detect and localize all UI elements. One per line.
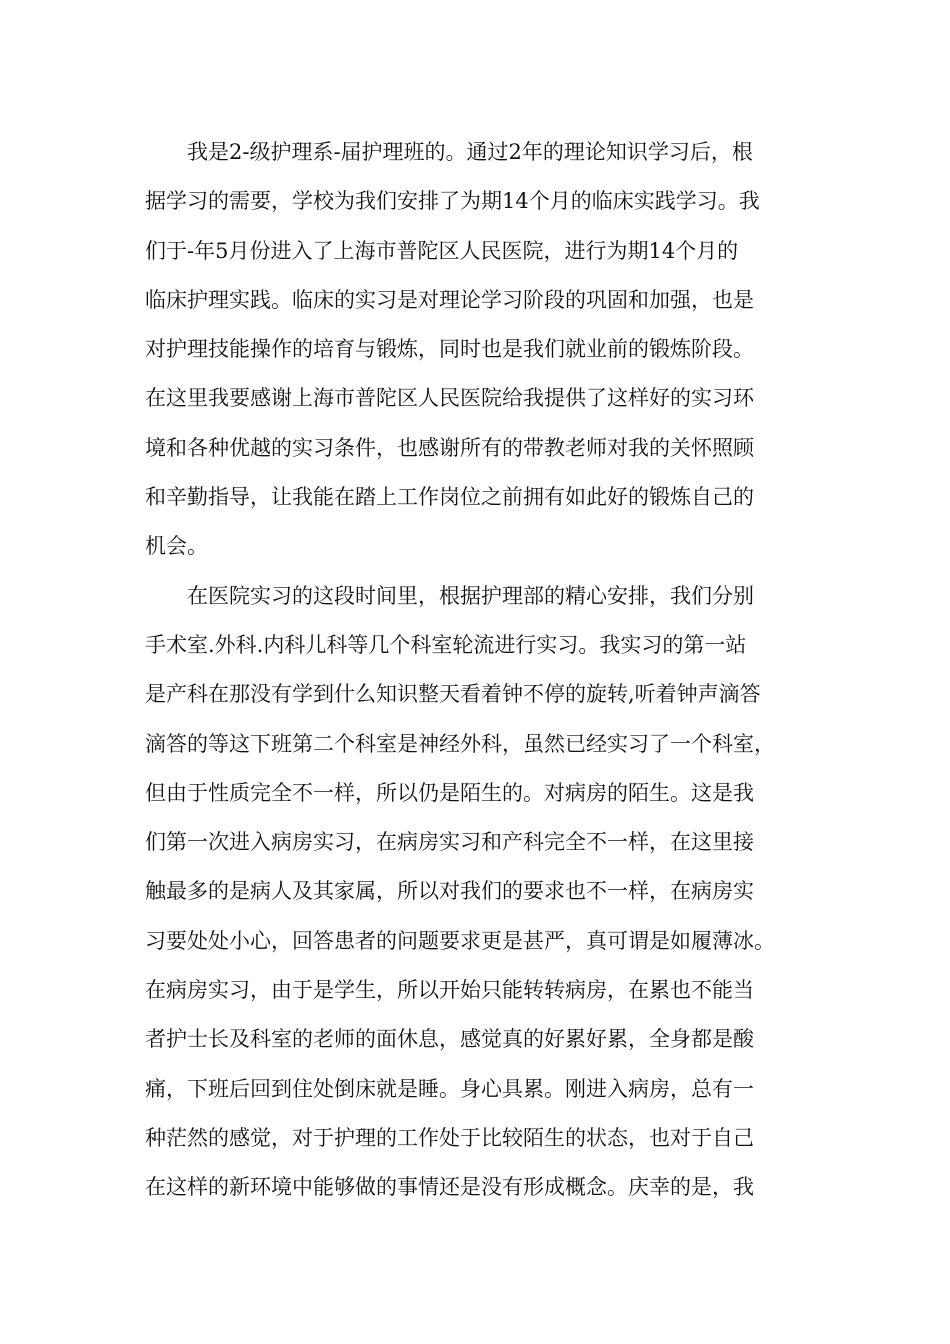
- text-line: 在这样的新环境中能够做的事情还是没有形成概念。庆幸的是，我: [145, 1175, 754, 1200]
- document-body: [145, 128, 825, 1213]
- text-line: 机会。: [145, 534, 208, 559]
- text-line: 种茫然的感觉，对于护理的工作处于比较陌生的状态，也对于自己: [145, 1125, 754, 1150]
- text-line: 者护士长及科室的老师的面休息，感觉真的好累好累，全身都是酸: [145, 1027, 754, 1052]
- text-line: 痛，下班后回到住处倒床就是睡。身心具累。刚进入病房，总有一: [145, 1076, 754, 1101]
- text-line: 但由于性质完全不一样，所以仍是陌生的。对病房的陌生。这是我: [145, 780, 754, 805]
- text-line: 手术室.外科.内科儿科等几个科室轮流进行实习。我实习的第一站: [145, 632, 747, 657]
- text-line: 习要处处小心，回答患者的问题要求更是甚严，真可谓是如履薄冰。: [145, 928, 775, 953]
- paragraph-1: [145, 128, 825, 572]
- text-line: 们第一次进入病房实习，在病房实习和产科完全不一样，在这里接: [145, 830, 754, 855]
- text-line: 境和各种优越的实习条件，也感谢所有的带教老师对我的关怀照顾: [145, 435, 754, 460]
- text-line: 在这里我要感谢上海市普陀区人民医院给我提供了这样好的实习环: [145, 386, 754, 411]
- text-line: 据学习的需要，学校为我们安排了为期14个月的临床实践学习。我: [145, 189, 760, 214]
- text-line: 触最多的是病人及其家属，所以对我们的要求也不一样，在病房实: [145, 879, 754, 904]
- text-line: 临床护理实践。临床的实习是对理论学习阶段的巩固和加强，也是: [145, 287, 754, 312]
- text-line: 是产科在那没有学到什么知识整天看着钟不停的旋转,听着钟声滴答: [145, 682, 761, 707]
- text-line: 我是2-级护理系-届护理班的。通过2年的理论知识学习后，根: [187, 140, 753, 164]
- text-line: 们于-年5月份进入了上海市普陀区人民医院，进行为期14个月的: [145, 238, 739, 263]
- text-line: 在医院实习的这段时间里，根据护理部的精心安排，我们分别: [187, 583, 754, 608]
- text-line: 和辛勤指导，让我能在踏上工作岗位之前拥有如此好的锻炼自己的: [145, 485, 754, 510]
- text-line: 滴答的等这下班第二个科室是神经外科，虽然已经实习了一个科室，: [145, 731, 775, 756]
- paragraph-2: [145, 572, 825, 1213]
- text-line: 对护理技能操作的培育与锻炼，同时也是我们就业前的锻炼阶段。: [145, 337, 754, 362]
- text-line: 在病房实习，由于是学生，所以开始只能转转病房，在累也不能当: [145, 978, 754, 1003]
